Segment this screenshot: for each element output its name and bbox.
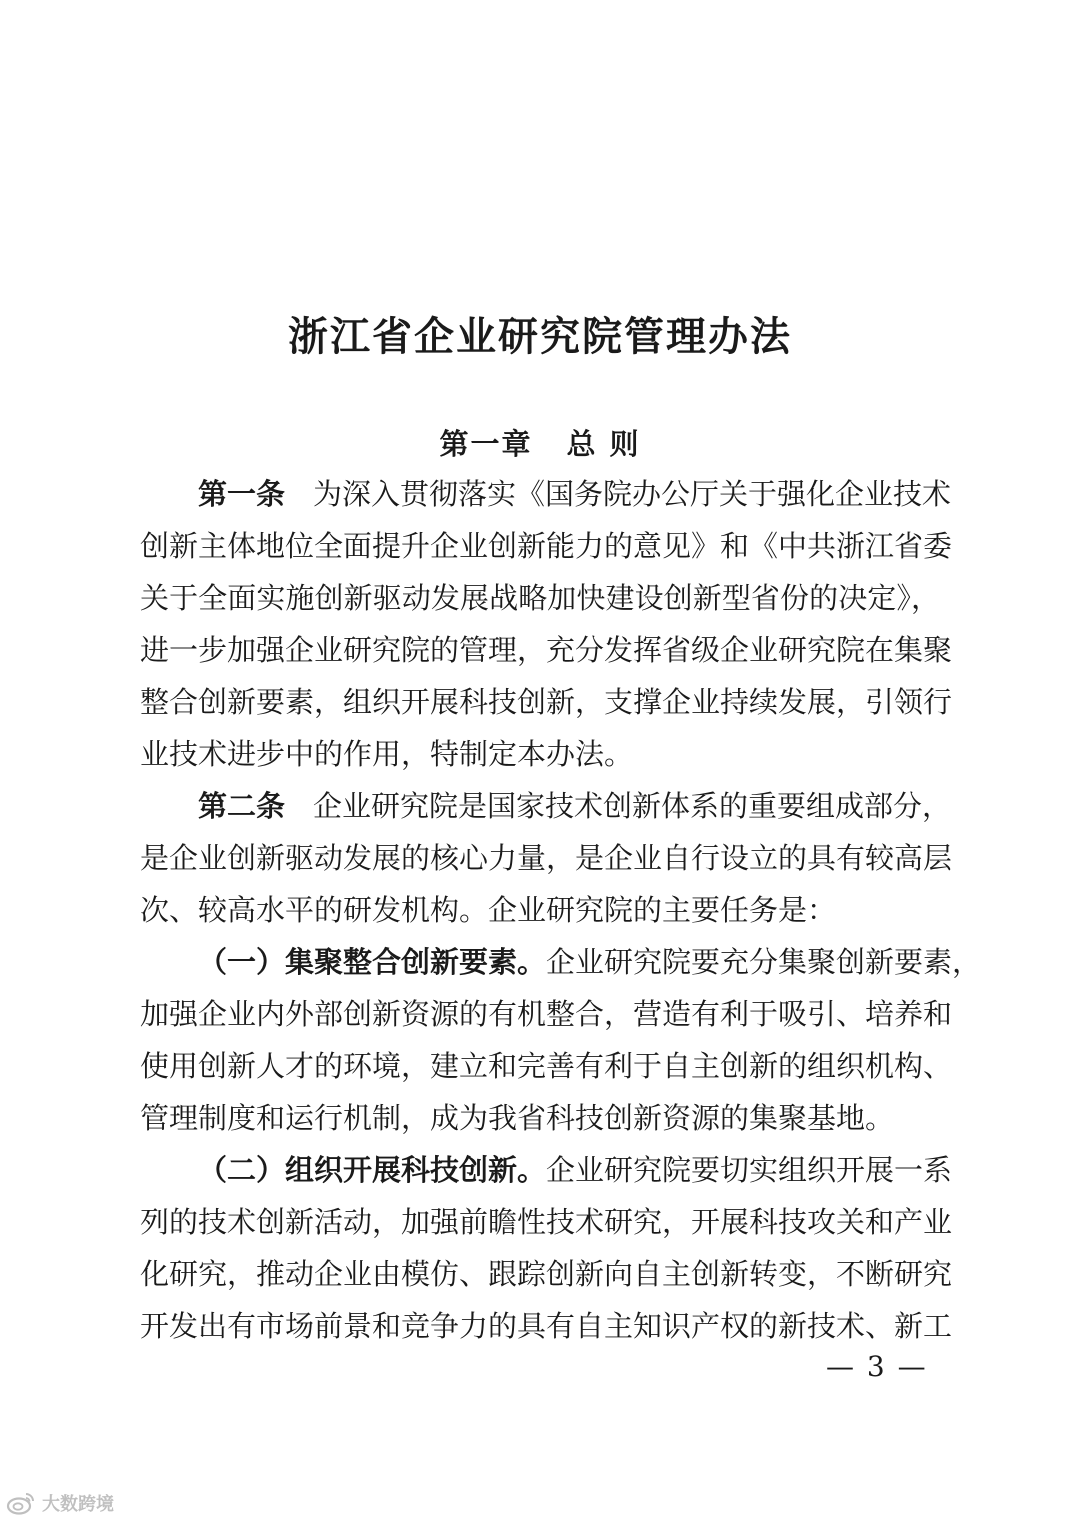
watermark — [6, 1490, 114, 1516]
chapter-name: 总 则 — [566, 427, 641, 461]
item-1-text: 企业研究院要充分集聚创新要素， — [546, 945, 982, 979]
article-1-text: 为深入贯彻落实《国务院办公厅关于强化企业技术 — [313, 477, 952, 511]
watermark-text: 大数跨境 — [42, 1494, 114, 1515]
document-title: 浙江省企业研究院管理办法 — [288, 313, 792, 360]
item-2-heading: （二）组织开展科技创新。 — [198, 1153, 547, 1187]
article-2-line-2: 是企业创新驱动发展的核心力量，是企业自行设立的具有较高层 — [140, 841, 953, 875]
item-2-line-3: 化研究，推动企业由模仿、跟踪创新向自主创新转变，不断研究 — [140, 1257, 953, 1291]
item-2-line-4: 开发出有市场前景和竞争力的具有自主知识产权的新技术、新工 — [140, 1309, 953, 1343]
item-2-line-1 — [198, 1150, 953, 1190]
article-2-line-3: 次、较高水平的研发机构。企业研究院的主要任务是： — [140, 893, 837, 927]
chapter-heading — [0, 422, 1080, 463]
article-1-line-2: 创新主体地位全面提升企业创新能力的意见》和《中共浙江省委 — [140, 529, 953, 563]
article-2-label: 第二条 — [198, 789, 286, 823]
article-2-line-1 — [198, 786, 952, 826]
item-2-text: 企业研究院要切实组织开展一系 — [546, 1153, 953, 1187]
item-1-line-2: 加强企业内外部创新资源的有机整合，营造有利于吸引、培养和 — [140, 997, 953, 1031]
article-1-line-6: 业技术进步中的作用，特制定本办法。 — [140, 737, 634, 771]
item-1-heading: （一）集聚整合创新要素。 — [198, 945, 547, 979]
article-1-line-5: 整合创新要素，组织开展科技创新，支撑企业持续发展，引领行 — [140, 685, 953, 719]
chapter-label: 第一章 — [439, 427, 533, 461]
weibo-logo-icon — [6, 1491, 36, 1515]
article-1-line-1 — [198, 474, 952, 514]
article-1-line-4: 进一步加强企业研究院的管理，充分发挥省级企业研究院在集聚 — [140, 633, 953, 667]
article-2-text: 企业研究院是国家技术创新体系的重要组成部分， — [313, 789, 952, 823]
item-1-line-4: 管理制度和运行机制，成为我省科技创新资源的集聚基地。 — [140, 1101, 895, 1135]
article-1-line-3: 关于全面实施创新驱动发展战略加快建设创新型省份的决定》， — [140, 581, 940, 615]
item-1-line-1 — [198, 942, 982, 982]
item-1-line-3: 使用创新人才的环境，建立和完善有利于自主创新的组织机构、 — [140, 1049, 953, 1083]
article-1-label: 第一条 — [198, 477, 286, 511]
page-number: — 3 — — [826, 1350, 928, 1383]
item-2-line-2: 列的技术创新活动，加强前瞻性技术研究，开展科技攻关和产业 — [140, 1205, 953, 1239]
